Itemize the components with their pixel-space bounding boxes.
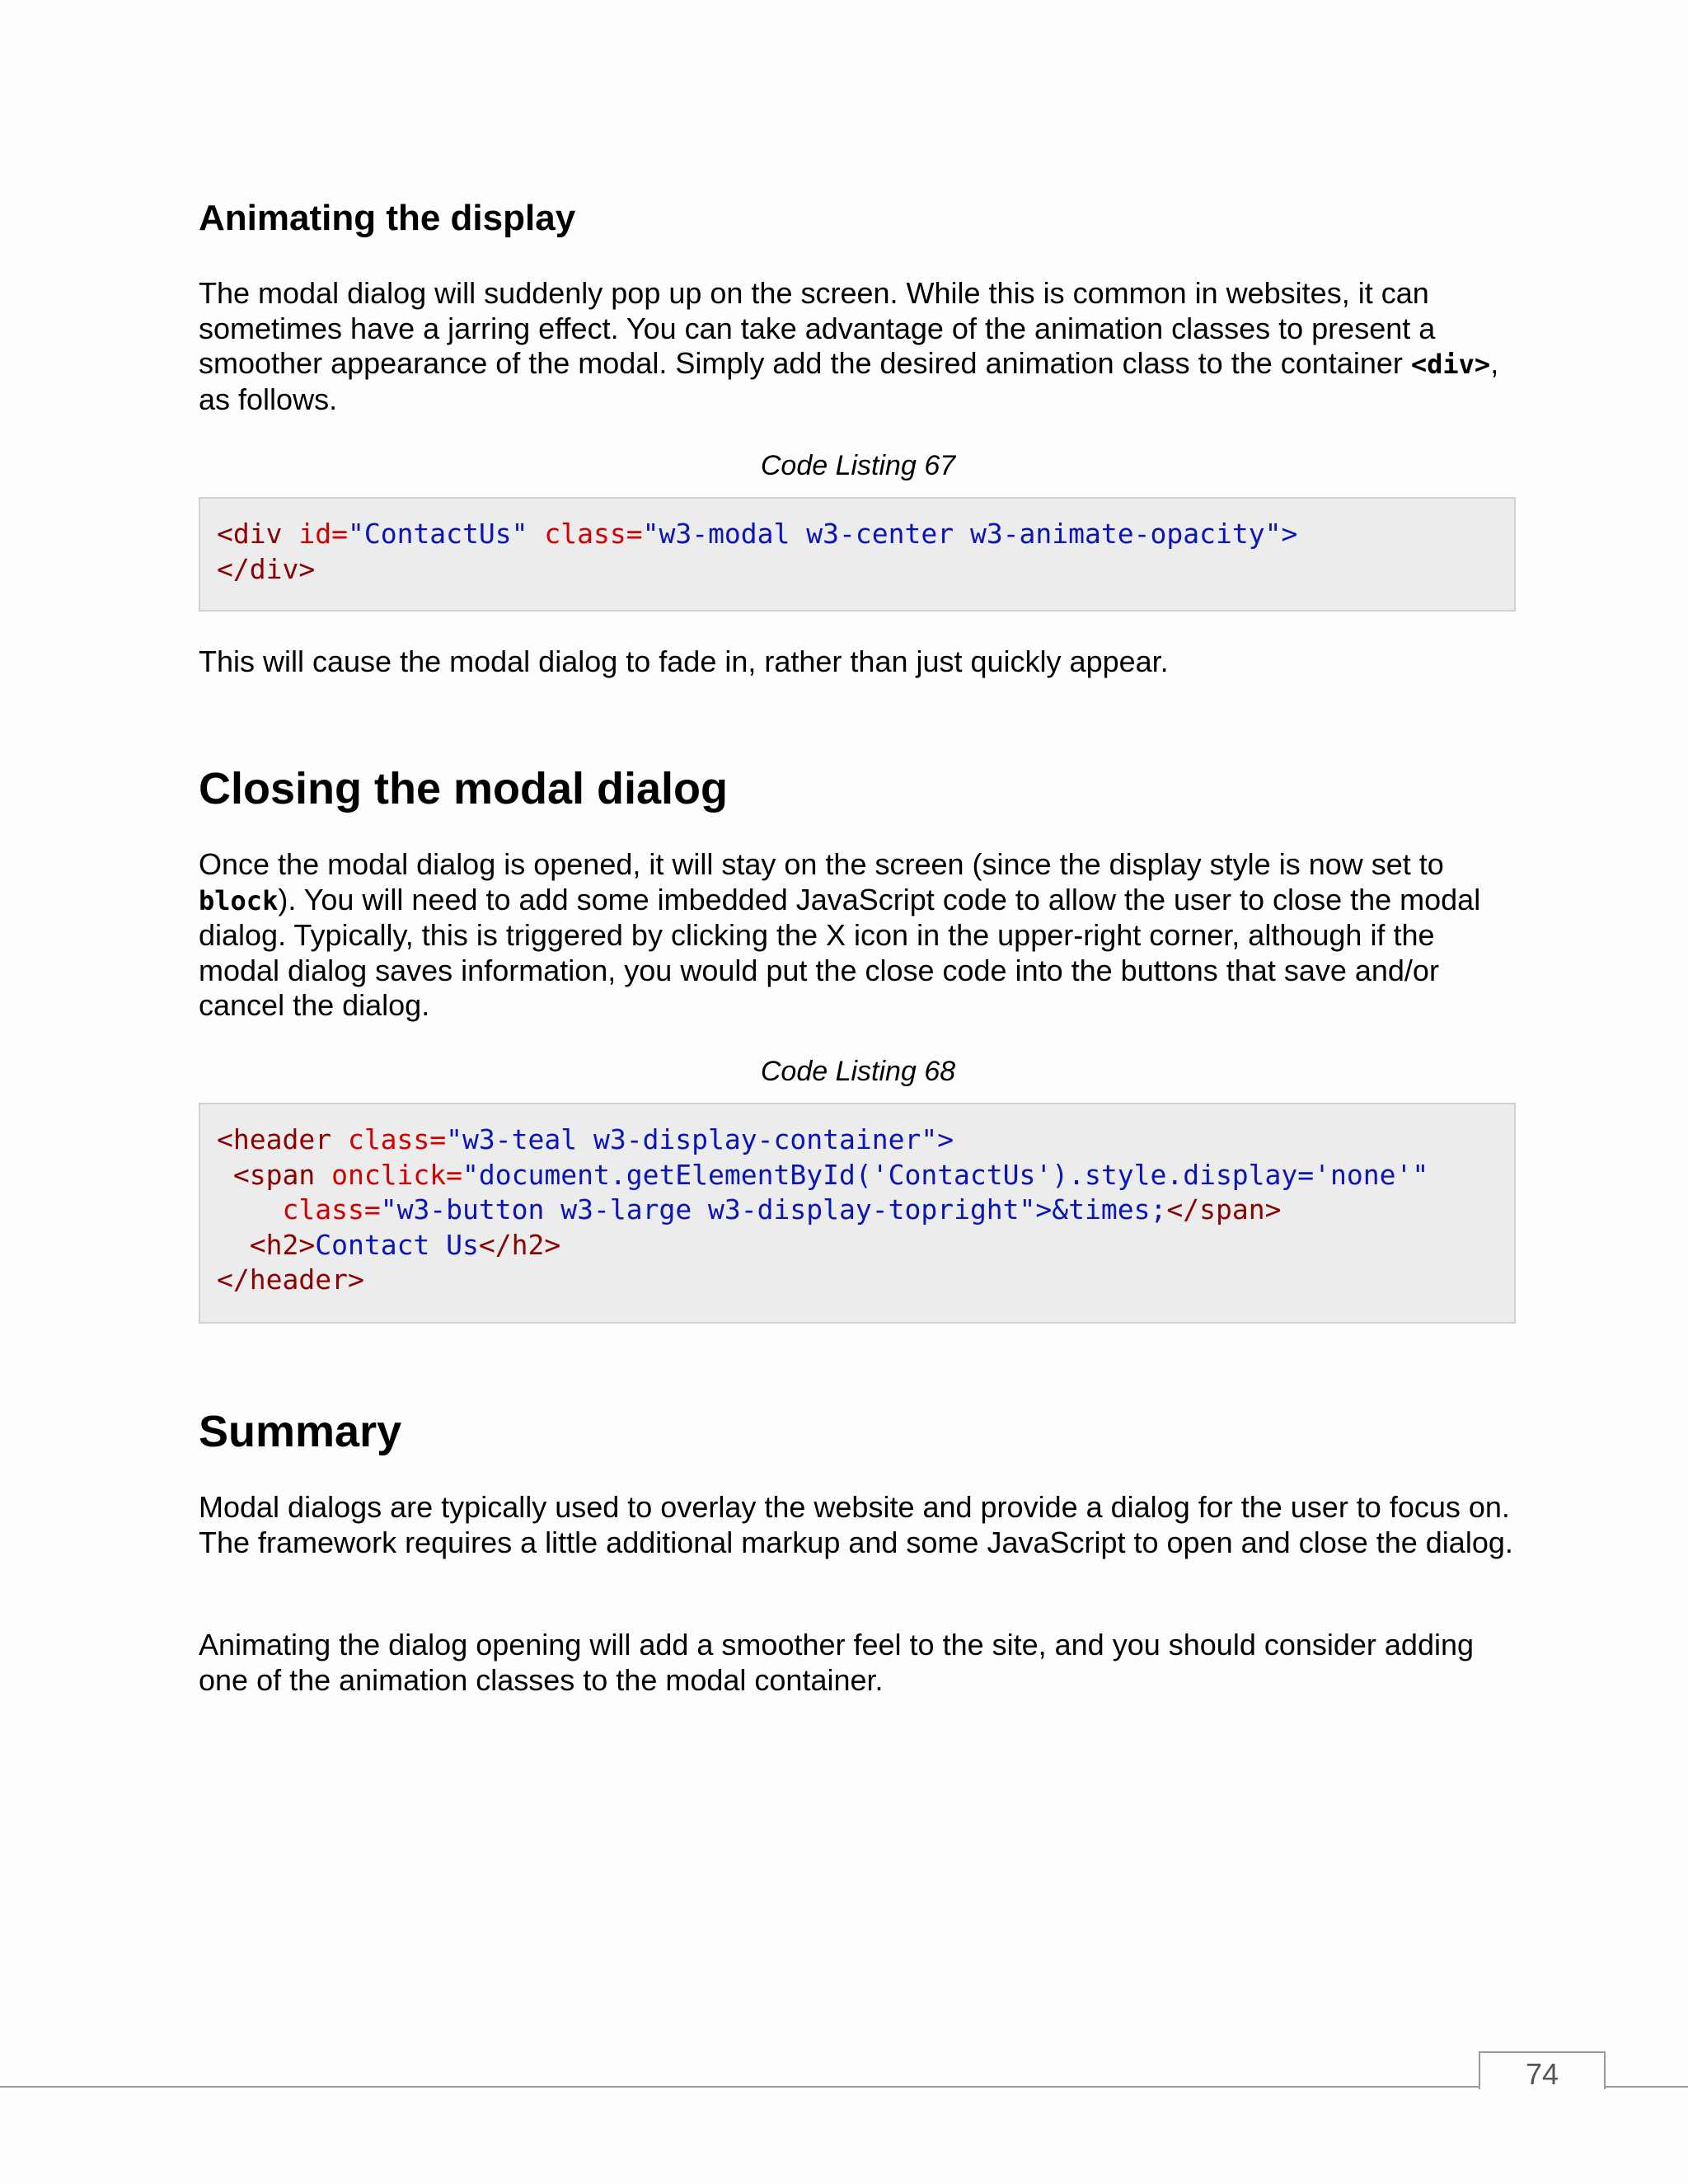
inline-code-block: block: [199, 884, 279, 916]
inline-code-div: <div>: [1410, 349, 1491, 380]
paragraph-closing-intro: Once the modal dialog is opened, it will stay on the screen (since the display style is now set to block). You will need to add some imbedded JavaScript code to allow the user to close the modal dialog. Typically, this is triggered by clicking the X icon in the upper-right corner, although if the modal dialog saves information, you would put the close code into the buttons that save and/or cancel the dialog.: [199, 847, 1481, 1022]
paragraph-animating-intro: The modal dialog will suddenly pop up on the screen. While this is common in websites, it can sometimes have a jarring effect. You can take advantage of the animation classes to present a smoother appearance of the modal. Simply add the desired animation class to the container <div>, as follows.: [199, 276, 1499, 416]
code-listing-68-caption: Code Listing 68: [760, 1056, 956, 1087]
heading-summary: Summary: [199, 1407, 402, 1456]
code-listing-67: <div id="ContactUs" class="w3-modal w3-center w3-animate-opacity"> </div>: [199, 497, 1516, 612]
code-listing-67-caption: Code Listing 67: [760, 450, 956, 481]
footer-rule: [0, 2086, 1688, 2088]
heading-closing-modal: Closing the modal dialog: [199, 764, 729, 813]
paragraph-summary-1: Modal dialogs are typically used to overlay the website and provide a dialog for the user to focus on. The framework requires a little additional markup and some JavaScript to open and close the dialog.: [199, 1490, 1513, 1559]
paragraph-summary-2: Animating the dialog opening will add a smoother feel to the site, and you should consider adding one of the animation classes to the modal container.: [199, 1628, 1475, 1697]
code-listing-68: <header class="w3-teal w3-display-container"> <span onclick="document.getElementById('ContactUs').style.display='none'" class="w3-button w3-large w3-display-topright">&times;</span> <h2>Contact Us</h2> </header>: [199, 1103, 1516, 1324]
heading-animating-display: Animating the display: [199, 198, 576, 238]
page-number: 74: [1525, 2057, 1559, 2091]
paragraph-fade-note: This will cause the modal dialog to fade in, rather than just quickly appear.: [199, 644, 1169, 678]
